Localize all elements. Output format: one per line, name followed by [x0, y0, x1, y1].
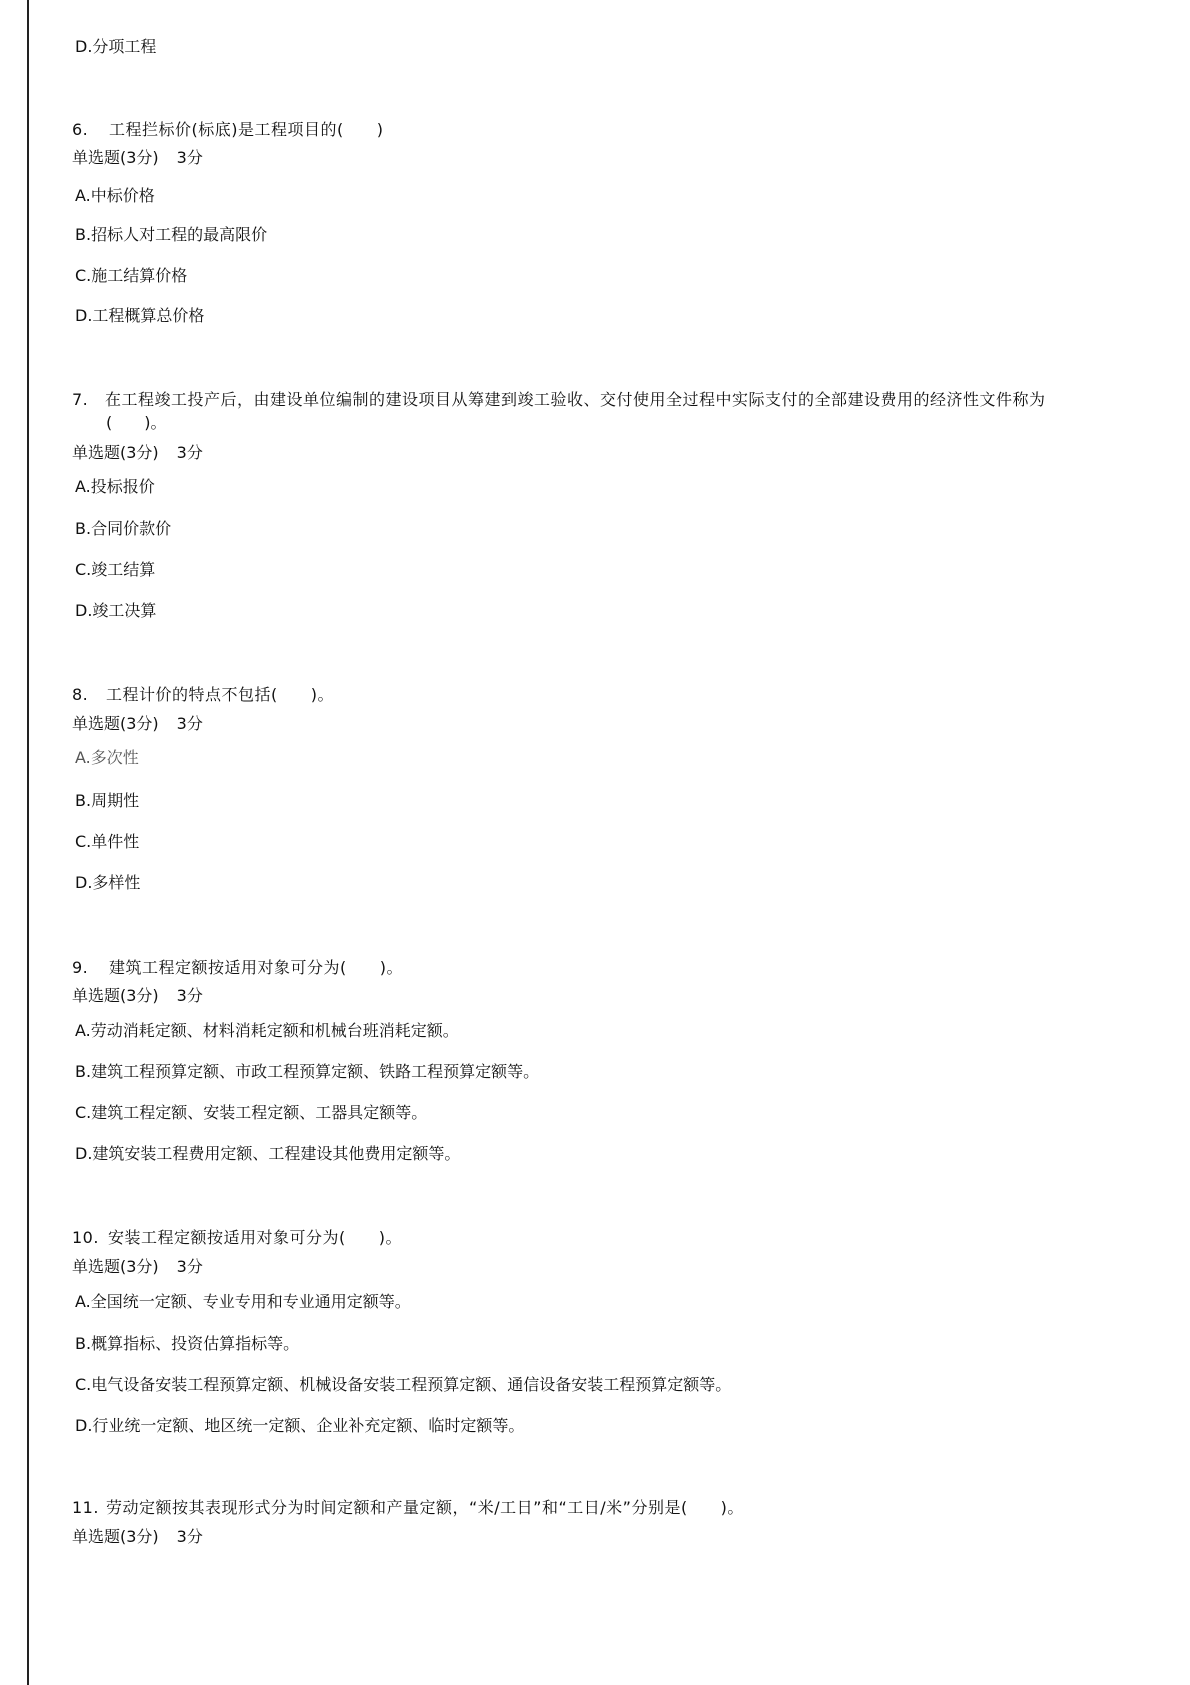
option-prev-d[interactable]: D.分项工程 [75, 37, 157, 56]
question-6-option-d[interactable]: D.工程概算总价格 [75, 306, 205, 325]
question-score: 3分 [176, 1257, 203, 1276]
question-9-option-a[interactable]: A.劳动消耗定额、材料消耗定额和机械台班消耗定额。 [75, 1021, 459, 1040]
question-6-option-a[interactable]: A.中标价格 [75, 186, 155, 205]
question-text: 劳动定额按其表现形式分为时间定额和产量定额，“米/工日”和“工日/米”分别是( )。 [106, 1498, 744, 1517]
question-10-option-a[interactable]: A.全国统一定额、专业专用和专业通用定额等。 [75, 1292, 411, 1311]
question-8-meta [72, 714, 203, 734]
page-margin-line [27, 0, 29, 1685]
question-11 [72, 1498, 744, 1518]
question-type: 单选题(3分) [72, 1257, 159, 1276]
question-7 [72, 390, 1046, 410]
question-10 [72, 1228, 402, 1248]
question-8-option-c[interactable]: C.单件性 [75, 832, 140, 851]
question-text: 工程计价的特点不包括( )。 [106, 685, 334, 704]
question-9-meta [72, 986, 203, 1006]
question-number: 7. [72, 390, 89, 409]
question-10-option-b[interactable]: B.概算指标、投资估算指标等。 [75, 1334, 300, 1353]
question-text: 安装工程定额按适用对象可分为( )。 [108, 1228, 402, 1247]
question-text: 工程拦标价(标底)是工程项目的( ) [109, 120, 384, 139]
question-text: 建筑工程定额按适用对象可分为( )。 [109, 958, 403, 977]
question-number: 10. [72, 1228, 99, 1247]
question-type: 单选题(3分) [72, 714, 159, 733]
question-8-option-d[interactable]: D.多样性 [75, 873, 141, 892]
question-type: 单选题(3分) [72, 986, 159, 1005]
question-6-option-b[interactable]: B.招标人对工程的最高限价 [75, 225, 268, 244]
question-7-option-b[interactable]: B.合同价款价 [75, 519, 172, 538]
question-number: 8. [72, 685, 89, 704]
question-score: 3分 [176, 714, 203, 733]
question-score: 3分 [176, 443, 203, 462]
question-8 [72, 685, 334, 705]
question-7-option-c[interactable]: C.竣工结算 [75, 560, 156, 579]
question-type: 单选题(3分) [72, 148, 159, 167]
question-6-meta [72, 148, 203, 168]
question-text: 在工程竣工投产后，由建设单位编制的建设项目从筹建到竣工验收、交付使用全过程中实际支付的全部建设费用的经济性文件称为 [105, 390, 1046, 409]
question-9-option-d[interactable]: D.建筑安装工程费用定额、工程建设其他费用定额等。 [75, 1144, 461, 1163]
question-score: 3分 [176, 1527, 203, 1546]
question-7-text-cont: ( )。 [106, 413, 167, 432]
question-score: 3分 [176, 148, 203, 167]
question-6-option-c[interactable]: C.施工结算价格 [75, 266, 188, 285]
question-10-option-c[interactable]: C.电气设备安装工程预算定额、机械设备安装工程预算定额、通信设备安装工程预算定额等。 [75, 1375, 732, 1394]
question-type: 单选题(3分) [72, 443, 159, 462]
question-11-meta [72, 1527, 203, 1547]
question-number: 11. [72, 1498, 99, 1517]
question-9-option-c[interactable]: C.建筑工程定额、安装工程定额、工器具定额等。 [75, 1103, 428, 1122]
question-8-option-a[interactable]: A.多次性 [75, 748, 139, 767]
question-score: 3分 [176, 986, 203, 1005]
question-type: 单选题(3分) [72, 1527, 159, 1546]
question-8-option-b[interactable]: B.周期性 [75, 791, 140, 810]
question-number: 9. [72, 958, 89, 977]
question-6 [72, 120, 383, 140]
question-7-meta [72, 443, 203, 463]
question-7-option-a[interactable]: A.投标报价 [75, 477, 155, 496]
question-number: 6. [72, 120, 89, 139]
question-10-option-d[interactable]: D.行业统一定额、地区统一定额、企业补充定额、临时定额等。 [75, 1416, 525, 1435]
question-9 [72, 958, 403, 978]
question-9-option-b[interactable]: B.建筑工程预算定额、市政工程预算定额、铁路工程预算定额等。 [75, 1062, 540, 1081]
question-7-option-d[interactable]: D.竣工决算 [75, 601, 157, 620]
question-10-meta [72, 1257, 203, 1277]
